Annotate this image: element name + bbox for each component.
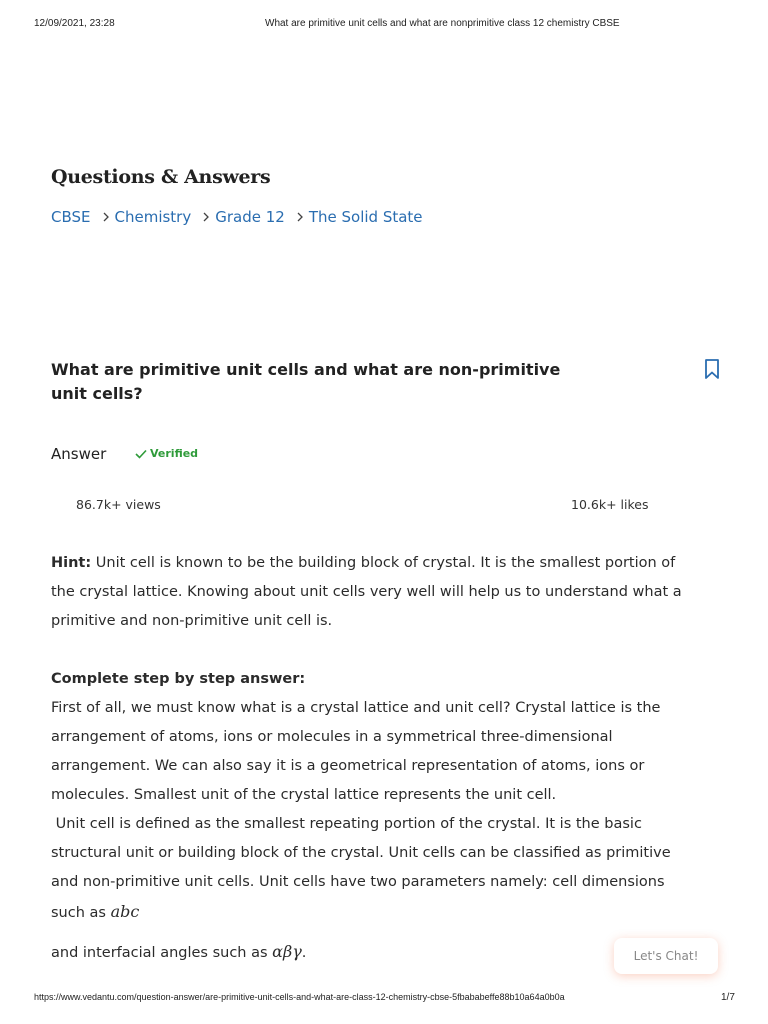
breadcrumb-chemistry[interactable]: Chemistry <box>114 208 192 226</box>
chevron-right-icon <box>101 210 111 224</box>
verified-badge <box>135 447 198 460</box>
breadcrumb-cbse[interactable]: CBSE <box>51 208 91 226</box>
print-doc-title: What are primitive unit cells and what are nonprimitive class 12 chemistry CBSE <box>265 18 620 29</box>
breadcrumb-grade-12[interactable]: Grade 12 <box>215 208 285 226</box>
chevron-right-icon <box>295 210 305 224</box>
lets-chat-button[interactable]: Let's Chat! <box>614 938 718 974</box>
steps-paragraph-2 <box>51 810 701 928</box>
steps-paragraph-1: First of all, we must know what is a crystal lattice and unit cell? Crystal lattice is the arrangement of atoms, ions or molecules in a symmetrical three-dimensional arrangement. We can also say it is a geometrical representation of atoms, ions or molecules. Smallest unit of the crystal lattice represents the unit cell. <box>51 700 661 803</box>
math-angles: αβγ <box>272 942 302 961</box>
steps-paragraph-2b-text: and interfacial angles such as <box>51 945 273 961</box>
section-heading: Questions & Answers <box>51 166 271 188</box>
check-icon <box>135 449 147 459</box>
breadcrumb-the-solid-state[interactable]: The Solid State <box>308 208 423 226</box>
views-count: 86.7k+ views <box>76 497 161 512</box>
likes-count: 10.6k+ likes <box>571 497 649 512</box>
steps-paragraph-2-end: . <box>301 945 307 961</box>
bookmark-icon[interactable] <box>703 358 721 380</box>
print-datetime: 12/09/2021, 23:28 <box>34 18 115 29</box>
steps-heading: Complete step by step answer: <box>51 671 306 687</box>
steps-paragraph-2-continued <box>51 928 701 977</box>
question-title: What are primitive unit cells and what are non-primitive unit cells? <box>51 360 561 403</box>
print-page-number: 1/7 <box>721 992 735 1003</box>
steps-paragraph-2-text: Unit cell is defined as the smallest repeating portion of the crystal. It is the basic structural unit or building block of the crystal. Unit cells can be classified as primitive and non-primitive unit cells. Unit cells have two parameters namely: cell dimensions such as <box>51 816 676 921</box>
hint-text: Unit cell is known to be the building block of crystal. It is the smallest portion of the crystal lattice. Knowing about unit cells very well will help us to understand what a primitive and non-primitive unit cell is. <box>51 555 682 629</box>
breadcrumb <box>51 208 423 226</box>
hint-label: Hint: <box>51 555 92 571</box>
answer-label: Answer <box>51 445 107 463</box>
verified-label: Verified <box>150 447 199 460</box>
chevron-right-icon <box>201 210 211 224</box>
answer-steps <box>51 665 701 977</box>
print-url: https://www.vedantu.com/question-answer/are-primitive-unit-cells-and-what-are-class-12-chemistry-cbse-5fbababeffe88b10a64a0b0a <box>34 992 565 1002</box>
math-abc: abc <box>110 902 140 921</box>
hint-paragraph <box>51 549 701 636</box>
